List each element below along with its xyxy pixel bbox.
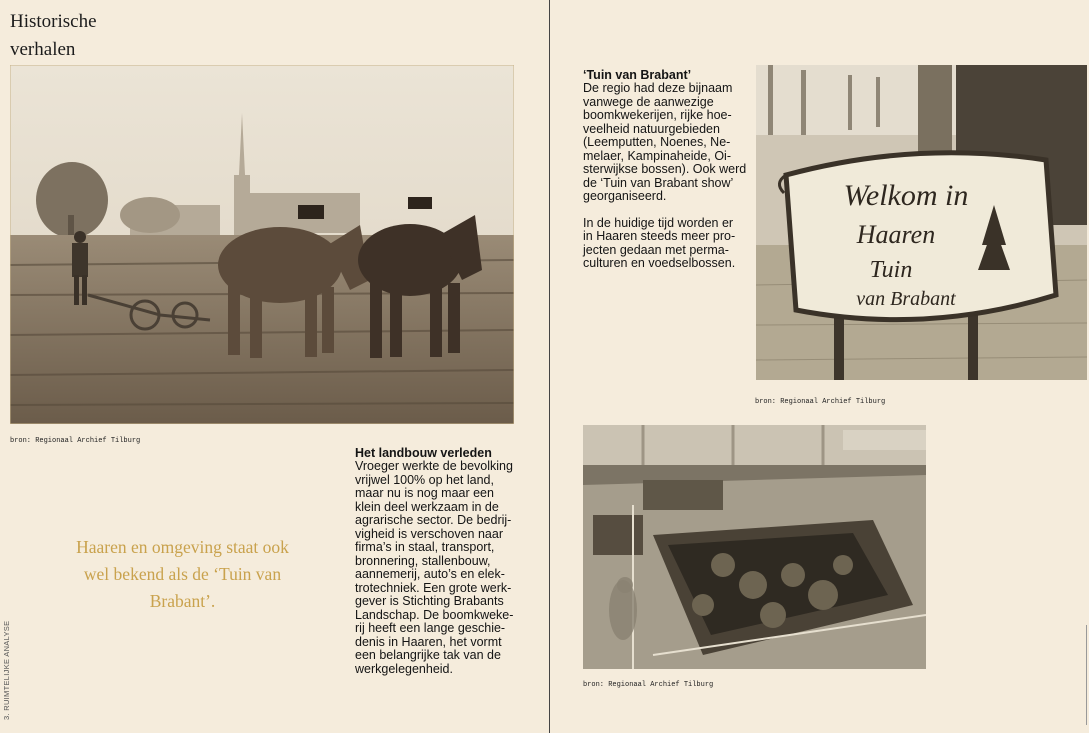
welcome-sign-photo-credit: bron: Regionaal Archief Tilburg — [755, 398, 886, 406]
welcome-sign-photo — [756, 65, 1087, 380]
text-line: werkgelegenheid. — [355, 661, 453, 676]
tuin-paragraph-2 — [583, 217, 748, 271]
text-line: in Haaren steeds meer pro- — [583, 229, 736, 243]
page-title-line-1: Historische — [10, 11, 97, 32]
text-line: vigheid is verschoven naar — [355, 526, 503, 541]
ploughing-photo — [10, 65, 514, 424]
pull-quote-line: wel bekend als de ‘Tuin van — [83, 564, 282, 584]
page-title-line-2: verhalen — [10, 39, 76, 60]
garden-show-photo-credit: bron: Regionaal Archief Tilburg — [583, 681, 714, 689]
tuin-text-block — [583, 68, 748, 271]
text-line: klein deel werkzaam in de — [355, 499, 499, 514]
text-line: Landschap. De boomkweke- — [355, 607, 514, 622]
ploughing-photo-credit: bron: Regionaal Archief Tilburg — [10, 437, 141, 445]
landbouw-heading: Het landbouw verleden — [355, 446, 492, 460]
text-line: aannemerij, auto’s en elek- — [355, 567, 505, 581]
pull-quote-line: Brabant’. — [149, 591, 216, 611]
tuin-heading: ‘Tuin van Brabant’ — [583, 68, 692, 82]
text-line: maar nu is nog maar een — [355, 486, 494, 500]
text-line: melaer, Kampinaheide, Oi- — [583, 148, 731, 163]
pull-quote-line: Haaren en omgeving staat ook — [76, 537, 289, 557]
text-line: denis in Haaren, het vormt — [355, 634, 502, 649]
pull-quote — [55, 534, 310, 615]
landbouw-text-block — [355, 446, 525, 676]
text-line: georganiseerd. — [583, 189, 667, 203]
text-line: firma’s in staal, transport, — [355, 540, 495, 554]
text-line: boomkwekerijen, rijke hoe- — [583, 108, 732, 122]
sign-text-tuin: Tuin — [869, 257, 913, 283]
tuin-paragraph-1 — [583, 82, 748, 204]
right-edge-line — [1086, 625, 1087, 725]
page-divider — [549, 0, 550, 733]
text-line: gever is Stichting Brabants — [355, 594, 504, 608]
text-line: Vroeger werkte de bevolking — [355, 459, 513, 473]
text-line: vrijwel 100% op het land, — [355, 472, 494, 487]
text-line: jecten gedaan met perma- — [583, 242, 729, 257]
text-line: trotechniek. Een grote werk- — [355, 580, 512, 595]
text-line: rij heeft een lange geschie- — [355, 621, 506, 635]
section-label: 3. RUIMTELIJKE ANALYSE — [2, 620, 11, 720]
text-line: De regio had deze bijnaam — [583, 81, 733, 95]
text-line: vanwege de aanwezige — [583, 94, 714, 109]
garden-show-photo — [583, 425, 926, 669]
text-line: agrarische sector. De bedrij- — [355, 513, 512, 527]
text-line: In de huidige tijd worden er — [583, 215, 734, 230]
text-line: veelheid natuurgebieden — [583, 121, 720, 136]
landbouw-body — [355, 460, 525, 676]
text-line: de ‘Tuin van Brabant show’ — [583, 175, 734, 190]
sign-text-van-brabant: van Brabant — [856, 288, 956, 310]
sign-text-haaren: Haaren — [856, 220, 936, 249]
text-line: (Leemputten, Noenes, Ne- — [583, 135, 731, 149]
text-line: sterwijkse bossen). Ook werd — [583, 162, 747, 176]
text-line: een belangrijke tak van de — [355, 648, 501, 662]
text-line: culturen en voedselbossen. — [583, 256, 736, 270]
page-title — [10, 8, 97, 64]
sign-text-welkom: Welkom in — [843, 179, 969, 212]
text-line: bronnering, stallenbouw, — [355, 553, 491, 568]
